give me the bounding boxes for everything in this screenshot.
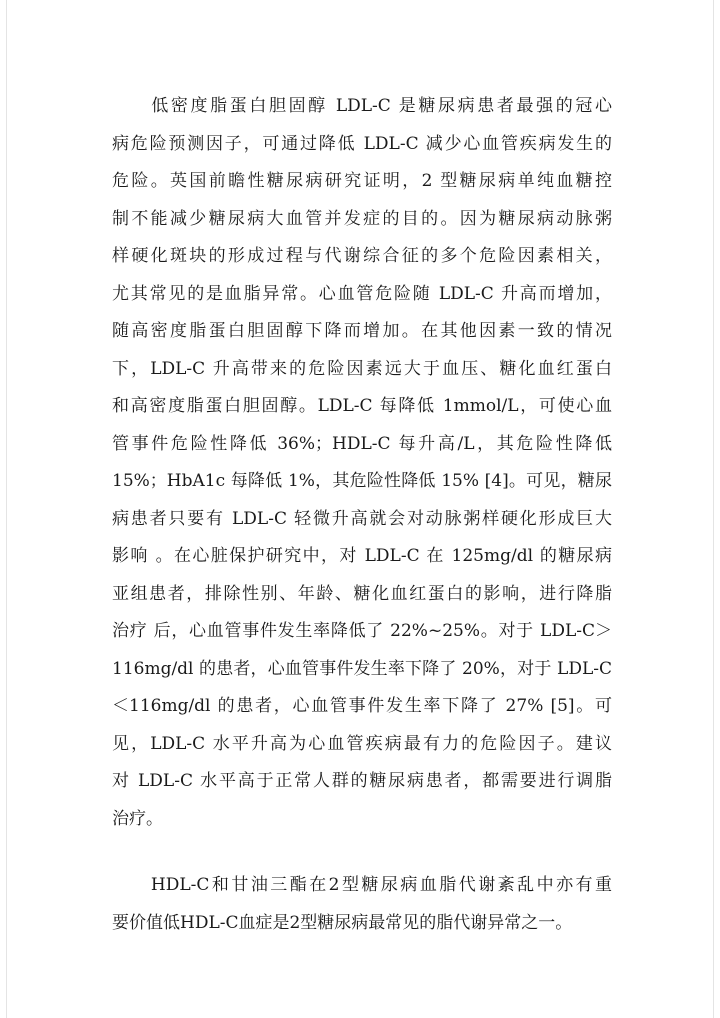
text-line: ＜116mg/dl 的患者，心血管事件发生率下降了 27% [5]。可 [112, 696, 612, 716]
text-line: 随高密度脂蛋白胆固醇下降而增加。在其他因素一致的情况 [112, 321, 612, 341]
body-text [112, 88, 612, 942]
text-line: 和高密度脂蛋白胆固醇。LDL-C 每降低 1mmol/L，可使心血 [112, 396, 612, 416]
text-line: 下，LDL-C 升高带来的危险因素远大于血压、糖化血红蛋白 [112, 358, 612, 379]
text-line: 要价值低HDL-C血症是2型糖尿病最常见的脂代谢异常之一。 [112, 912, 573, 933]
paragraph-gap [112, 838, 612, 867]
text-line: 制不能减少糖尿病大血管并发症的目的。因为糖尿病动脉粥 [112, 208, 612, 229]
text-line: HDL-C和甘油三酯在2型糖尿病血脂代谢紊乱中亦有重 [112, 875, 612, 895]
page-edge-right [713, 0, 714, 1018]
text-line: 116mg/dl 的患者，心血管事件发生率下降了 20%，对于 LDL-C [112, 658, 612, 679]
text-line: 样硬化斑块的形成过程与代谢综合征的多个危险因素相关， [112, 246, 612, 266]
text-line: 亚组患者，排除性别、年龄、糖化血红蛋白的影响，进行降脂 [112, 583, 612, 604]
text-line: 对 LDL-C 水平高于正常人群的糖尿病患者，都需要进行调脂 [112, 771, 612, 791]
paragraph-ldl-c [112, 88, 612, 838]
text-line: 15%；HbA1c 每降低 1%，其危险性降低 15% [4]。可见，糖尿 [112, 471, 612, 491]
page-edge-left [6, 0, 7, 1018]
text-line: 病危险预测因子，可通过降低 LDL-C 减少心血管疾病发生的 [112, 133, 612, 154]
text-line: 见，LDL-C 水平升高为心血管疾病最有力的危险因子。建议 [112, 733, 612, 754]
paragraph-hdl-c [112, 867, 612, 942]
text-line: 尤其常见的是血脂异常。心血管危险随 LDL-C 升高而增加， [112, 283, 612, 304]
text-line: 影响 。在心脏保护研究中，对 LDL-C 在 125mg/dl 的糖尿病 [112, 546, 612, 566]
text-line: 治疗 后，心血管事件发生率降低了 22%~25%。对于 LDL-C＞ [112, 621, 612, 641]
text-line: 治疗。 [112, 808, 163, 829]
text-line: 病患者只要有 LDL-C 轻微升高就会对动脉粥样硬化形成巨大 [112, 508, 612, 529]
text-line: 管事件危险性降低 36%；HDL-C 每升高/L，其危险性降低 [112, 433, 612, 454]
text-line: 危险。英国前瞻性糖尿病研究证明，2 型糖尿病单纯血糖控 [112, 171, 612, 191]
text-line: 低密度脂蛋白胆固醇 LDL-C 是糖尿病患者最强的冠心 [112, 96, 612, 116]
